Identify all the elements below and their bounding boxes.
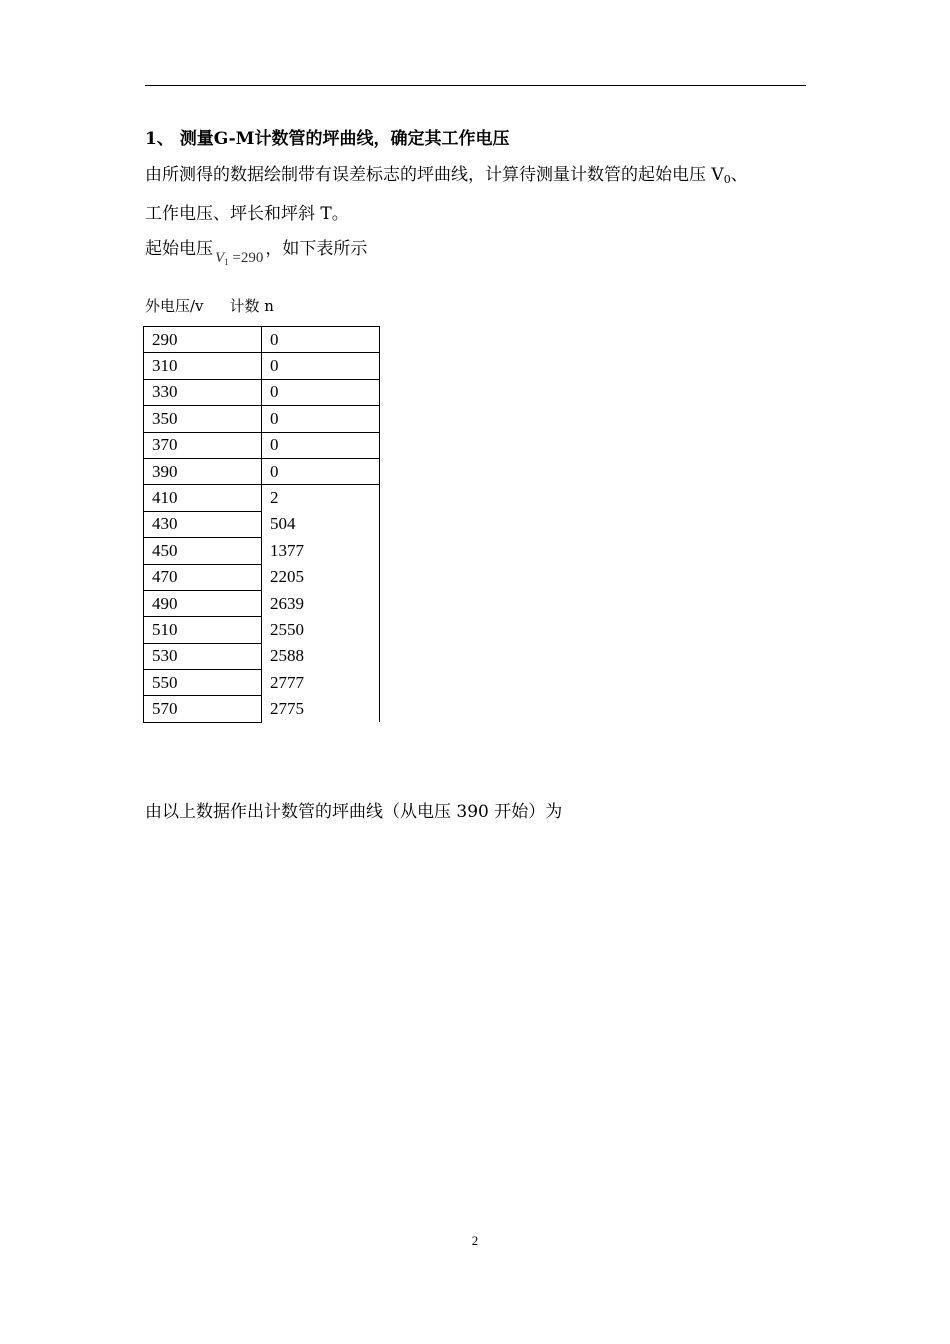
table-row — [144, 406, 380, 432]
voltage-cell: 430 — [144, 511, 262, 537]
voltage-cell: 330 — [144, 379, 262, 405]
voltage-cell: 490 — [144, 590, 262, 616]
count-cell: 0 — [262, 406, 380, 432]
line3-before: 起始电压 — [145, 239, 213, 259]
voltage-cell: 450 — [144, 538, 262, 564]
paragraph-line-3 — [145, 234, 367, 267]
formula-rest: =290 — [228, 250, 264, 266]
table-row — [144, 643, 380, 669]
table-body — [144, 327, 380, 723]
voltage-cell: 410 — [144, 485, 262, 511]
voltage-cell: 290 — [144, 327, 262, 353]
voltage-cell: 310 — [144, 353, 262, 379]
header-rule — [145, 85, 806, 86]
count-cell: 2588 — [262, 643, 380, 669]
count-cell: 2205 — [262, 564, 380, 590]
paragraph-line-2: 工作电压、坪长和坪斜 T。 — [145, 204, 349, 224]
count-cell: 2550 — [262, 617, 380, 643]
table-row — [144, 590, 380, 616]
voltage-cell: 550 — [144, 670, 262, 696]
col-count-label: 计数 n — [229, 297, 274, 315]
table-row — [144, 432, 380, 458]
formula-v1 — [215, 250, 263, 267]
table-row — [144, 670, 380, 696]
table-row — [144, 696, 380, 722]
count-cell: 2 — [262, 485, 380, 511]
count-cell: 0 — [262, 353, 380, 379]
line3-after: ，如下表所示 — [265, 239, 368, 259]
data-table — [143, 326, 380, 723]
voltage-cell: 470 — [144, 564, 262, 590]
count-cell: 0 — [262, 327, 380, 353]
table-row — [144, 327, 380, 353]
line1-end: 、 — [730, 165, 748, 185]
line1-subscript: 0 — [723, 173, 731, 186]
table-row — [144, 617, 380, 643]
table-row — [144, 511, 380, 537]
paragraph-line-1 — [145, 160, 748, 186]
table-row — [144, 564, 380, 590]
table-caption — [145, 295, 274, 316]
conclusion-text: 由以上数据作出计数管的坪曲线（从电压 390 开始）为 — [145, 802, 563, 822]
table-row — [144, 485, 380, 511]
table-row — [144, 379, 380, 405]
table-row — [144, 458, 380, 484]
formula-var: V — [215, 250, 225, 266]
count-cell: 504 — [262, 511, 380, 537]
line1-text: 由所测得的数据绘制带有误差标志的坪曲线，计算待测量计数管的起始电压 V — [145, 165, 724, 185]
table-row — [144, 538, 380, 564]
formula-sub: 1 — [224, 257, 229, 267]
page-number: 2 — [471, 1233, 479, 1248]
voltage-cell: 370 — [144, 432, 262, 458]
voltage-cell: 530 — [144, 643, 262, 669]
count-cell: 2777 — [262, 670, 380, 696]
count-cell: 0 — [262, 432, 380, 458]
section-heading: 1、 测量G-M计数管的坪曲线，确定其工作电压 — [145, 129, 510, 149]
voltage-cell: 350 — [144, 406, 262, 432]
count-cell: 1377 — [262, 538, 380, 564]
count-cell: 0 — [262, 379, 380, 405]
voltage-cell: 570 — [144, 696, 262, 722]
voltage-cell: 390 — [144, 458, 262, 484]
voltage-cell: 510 — [144, 617, 262, 643]
table-row — [144, 353, 380, 379]
count-cell: 2775 — [262, 696, 380, 722]
count-cell: 0 — [262, 458, 380, 484]
count-cell: 2639 — [262, 590, 380, 616]
col-voltage-label: 外电压/v — [145, 297, 204, 315]
